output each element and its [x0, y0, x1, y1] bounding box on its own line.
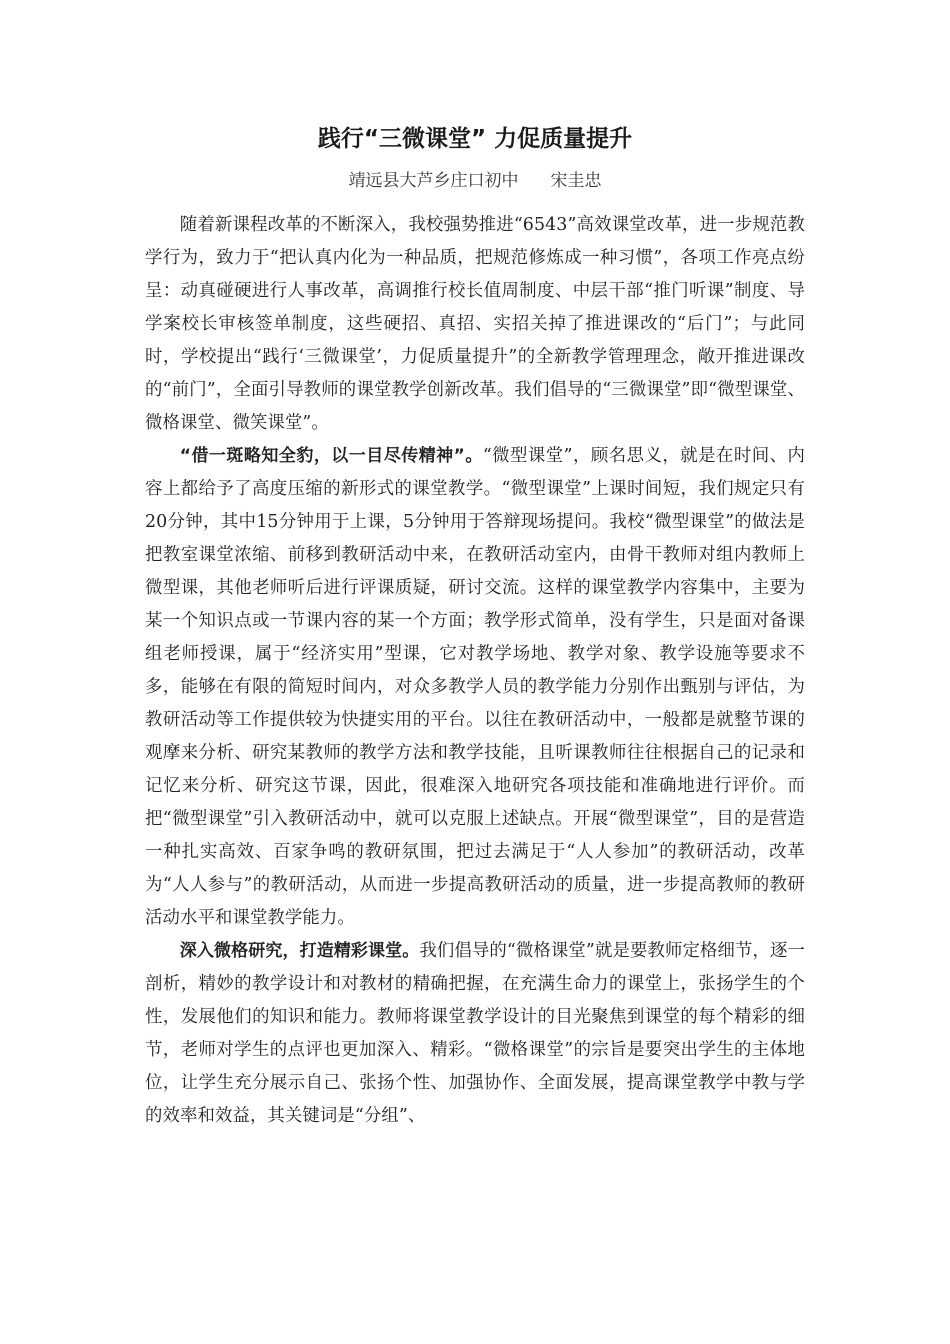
- author-organization: 靖远县大芦乡庄口初中: [348, 171, 519, 191]
- paragraph: [145, 440, 805, 935]
- paragraph-text: “微型课堂”，顾名思义，就是在时间、内容上都给予了高度压缩的新形式的课堂教学。“微型课堂”上课时间短，我们规定只有20分钟，其中15分钟用于上课，5分钟用于答辩现场提问。我校“微型课堂”的做法是把教室课堂浓缩、前移到教研活动中来，在教研活动室内，由骨干教师对组内教师上微型课，其他老师听后进行评课质疑，研讨交流。这样的课堂教学内容集中，主要为某一个知识点或一节课内容的某一个方面；教学形式简单，没有学生，只是面对备课组老师授课，属于“经济实用”型课，它对教学场地、教学对象、教学设施等要求不多，能够在有限的简短时间内，对众多教学人员的教学能力分别作出甄别与评估，为教研活动等工作提供较为快捷实用的平台。以往在教研活动中，一般都是就整节课的观摩来分析、研究某教师的教学方法和教学技能，且听课教师往往根据自己的记录和记忆来分析、研究这节课，因此，很难深入地研究各项技能和准确地进行评价。而把“微型课堂”引入教研活动中，就可以克服上述缺点。开展“微型课堂”，目的是营造一种扎实高效、百家争鸣的教研氛围，把过去满足于“人人参加”的教研活动，改革为“人人参与”的教研活动，从而进一步提高教研活动的质量，进一步提高教师的教研活动水平和课堂教学能力。: [145, 446, 805, 928]
- document-body: [145, 209, 805, 1133]
- paragraph-lead: “借一斑略知全豹，以一目尽传精神”。: [179, 446, 483, 466]
- paragraph: [145, 935, 805, 1133]
- paragraph: [145, 209, 805, 440]
- paragraph-lead: 深入微格研究，打造精彩课堂。: [179, 941, 420, 961]
- author-name: 宋圭忠: [550, 171, 602, 191]
- paragraph-text: 我们倡导的“微格课堂”就是要教师定格细节，逐一剖析，精妙的教学设计和对教材的精确把握，在充满生命力的课堂上，张扬学生的个性，发展他们的知识和能力。教师将课堂教学设计的目光聚焦到课堂的每个精彩的细节，老师对学生的点评也更加深入、精彩。“微格课堂”的宗旨是要突出学生的主体地位，让学生充分展示自己、张扬个性、加强协作、全面发展，提高课堂教学中教与学的效率和效益，其关键词是“分组”、: [145, 941, 805, 1126]
- paragraph-text: 随着新课程改革的不断深入，我校强势推进“6543”高效课堂改革，进一步规范教学行为，致力于“把认真内化为一种品质，把规范修炼成一种习惯”，各项工作亮点纷呈：动真碰硬进行人事改革，高调推行校长值周制度、中层干部“推门听课”制度、导学案校长审核签单制度，这些硬招、真招、实招关掉了推进课改的“后门”；与此同时，学校提出“践行‘三微课堂’，力促质量提升”的全新教学管理理念，敞开推进课改的“前门”，全面引导教师的课堂教学创新改革。我们倡导的“三微课堂”即“微型课堂、微格课堂、微笑课堂”。: [145, 215, 805, 433]
- byline: [0, 168, 950, 194]
- document-title: 践行“三微课堂” 力促质量提升: [317, 126, 633, 152]
